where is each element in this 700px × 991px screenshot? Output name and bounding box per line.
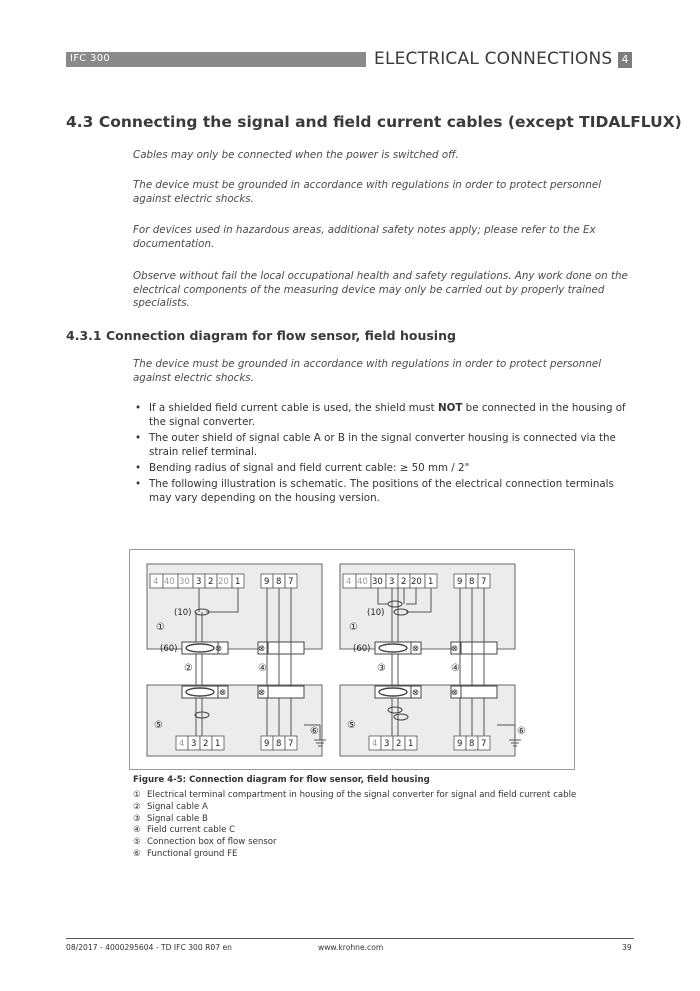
figure-legend: [133, 790, 576, 861]
svg-text:2: 2: [396, 739, 402, 749]
svg-text:30: 30: [179, 577, 190, 587]
legend-item: ④ Field current cable C: [133, 825, 236, 836]
svg-text:3: 3: [196, 577, 202, 587]
svg-text:3: 3: [389, 577, 395, 587]
svg-text:9: 9: [264, 577, 270, 587]
bullet-list: [133, 402, 633, 509]
legend-item: ⑥ Functional ground FE: [133, 848, 238, 859]
svg-text:2: 2: [401, 577, 407, 587]
svg-text:1: 1: [428, 577, 434, 587]
svg-text:7: 7: [288, 739, 294, 749]
svg-text:⊗: ⊗: [451, 688, 459, 698]
svg-text:⊗: ⊗: [258, 688, 266, 698]
website-link[interactable]: www.krohne.com: [318, 943, 384, 952]
svg-text:⊗: ⊗: [258, 644, 266, 654]
label-10-right: (10): [367, 608, 385, 618]
svg-text:2: 2: [208, 577, 214, 587]
connection-diagram: [129, 549, 575, 770]
header-bar: [66, 52, 366, 67]
svg-text:9: 9: [457, 739, 463, 749]
svg-text:1: 1: [235, 577, 241, 587]
field-terminals-right-top: [454, 574, 490, 588]
svg-text:40: 40: [164, 577, 175, 587]
svg-text:8: 8: [276, 577, 282, 587]
field-terminals-left-bottom: [261, 736, 297, 750]
bullet-item: • The outer shield of signal cable A or B in the signal converter housing is connected via the strain relief terminal.: [133, 432, 633, 460]
svg-text:3: 3: [191, 739, 197, 749]
legend-item: ① Electrical terminal compartment in housing of the signal converter for signal and field current cable: [133, 790, 577, 800]
svg-text:3: 3: [384, 739, 390, 749]
svg-text:2: 2: [203, 739, 209, 749]
svg-text:9: 9: [457, 577, 463, 587]
grounding-note: The device must be grounded in accordance with regulations in order to protect personnel against electric shocks.: [133, 358, 602, 384]
bullet-item: • The following illustration is schematic. The positions of the electrical connection terminals may vary depending on the housing version.: [133, 478, 633, 506]
svg-text:⊗: ⊗: [451, 644, 459, 654]
svg-text:4: 4: [346, 577, 352, 587]
svg-text:40: 40: [357, 577, 368, 587]
svg-text:7: 7: [481, 577, 487, 587]
svg-text:⊗: ⊗: [412, 688, 420, 698]
document-reference: 08/2017 - 4000295604 - TD IFC 300 R07 en: [66, 943, 232, 952]
chapter-title: ELECTRICAL CONNECTIONS: [374, 49, 613, 69]
product-name: IFC 300: [70, 53, 111, 64]
field-terminals-left-top: [261, 574, 297, 588]
bullet-item: • If a shielded field current cable is used, the shield must NOT be connected in the housing of the signal converter.: [133, 402, 633, 430]
svg-text:8: 8: [276, 739, 282, 749]
figure-caption: Figure 4-5: Connection diagram for flow sensor, field housing: [133, 775, 430, 785]
svg-text:9: 9: [264, 739, 270, 749]
svg-text:4: 4: [372, 739, 378, 749]
callout-4-right: ④: [451, 663, 460, 674]
callout-1: ①: [156, 622, 165, 633]
callout-2: ②: [184, 663, 193, 674]
svg-text:4: 4: [153, 577, 159, 587]
terminal-strip-right: [343, 574, 437, 588]
legend-item: ⑤ Connection box of flow sensor: [133, 837, 277, 848]
callout-3: ③: [377, 663, 386, 674]
callout-6-right: ⑥: [517, 726, 526, 737]
svg-text:⊗: ⊗: [219, 688, 227, 698]
footer-rule: [66, 938, 634, 939]
connection-diagram-svg: [130, 550, 574, 769]
callout-4: ④: [258, 663, 267, 674]
legend-item: ③ Signal cable B: [133, 813, 208, 824]
svg-text:30: 30: [372, 577, 383, 587]
page-number: 39: [622, 943, 632, 952]
callout-1-right: ①: [349, 622, 358, 633]
svg-text:8: 8: [469, 739, 475, 749]
subsection-heading: 4.3.1 Connection diagram for flow sensor, field housing: [66, 328, 456, 343]
callout-5-right: ⑤: [347, 720, 356, 731]
legend-item: ② Signal cable A: [133, 801, 208, 812]
field-terminals-right-bottom: [454, 736, 490, 750]
callout-5: ⑤: [154, 720, 163, 731]
svg-text:1: 1: [215, 739, 221, 749]
left-assembly: [147, 564, 326, 756]
svg-text:⊗: ⊗: [215, 644, 223, 654]
sensor-terminals-left: [176, 736, 224, 750]
label-10: (10): [174, 608, 192, 618]
right-assembly: [340, 564, 526, 756]
safety-note: Cables may only be connected when the power is switched off.: [133, 149, 459, 161]
label-60-right: (60): [353, 644, 371, 654]
svg-text:20: 20: [218, 577, 229, 587]
svg-text:4: 4: [179, 739, 185, 749]
svg-text:20: 20: [411, 577, 422, 587]
safety-note: The device must be grounded in accordance with regulations in order to protect personnel against electric shocks.: [133, 179, 602, 205]
svg-text:⊗: ⊗: [412, 644, 420, 654]
svg-text:1: 1: [408, 739, 414, 749]
terminal-strip-left: [150, 574, 244, 588]
bullet-item: • Bending radius of signal and field current cable: ≥ 50 mm / 2": [133, 462, 633, 476]
svg-text:7: 7: [288, 577, 294, 587]
section-heading: 4.3 Connecting the signal and field current cables (except TIDALFLUX): [66, 113, 682, 131]
svg-text:8: 8: [469, 577, 475, 587]
safety-note: For devices used in hazardous areas, additional safety notes apply; please refer to the Ex documentation.: [133, 224, 596, 250]
svg-text:7: 7: [481, 739, 487, 749]
label-60: (60): [160, 644, 178, 654]
callout-6: ⑥: [310, 726, 319, 737]
safety-note: Observe without fail the local occupational health and safety regulations. Any work done on the electrical components of the measuring device may only be carried out by properly trained specialists.: [133, 270, 628, 309]
chapter-number: 4: [618, 52, 632, 68]
sensor-terminals-right: [369, 736, 417, 750]
